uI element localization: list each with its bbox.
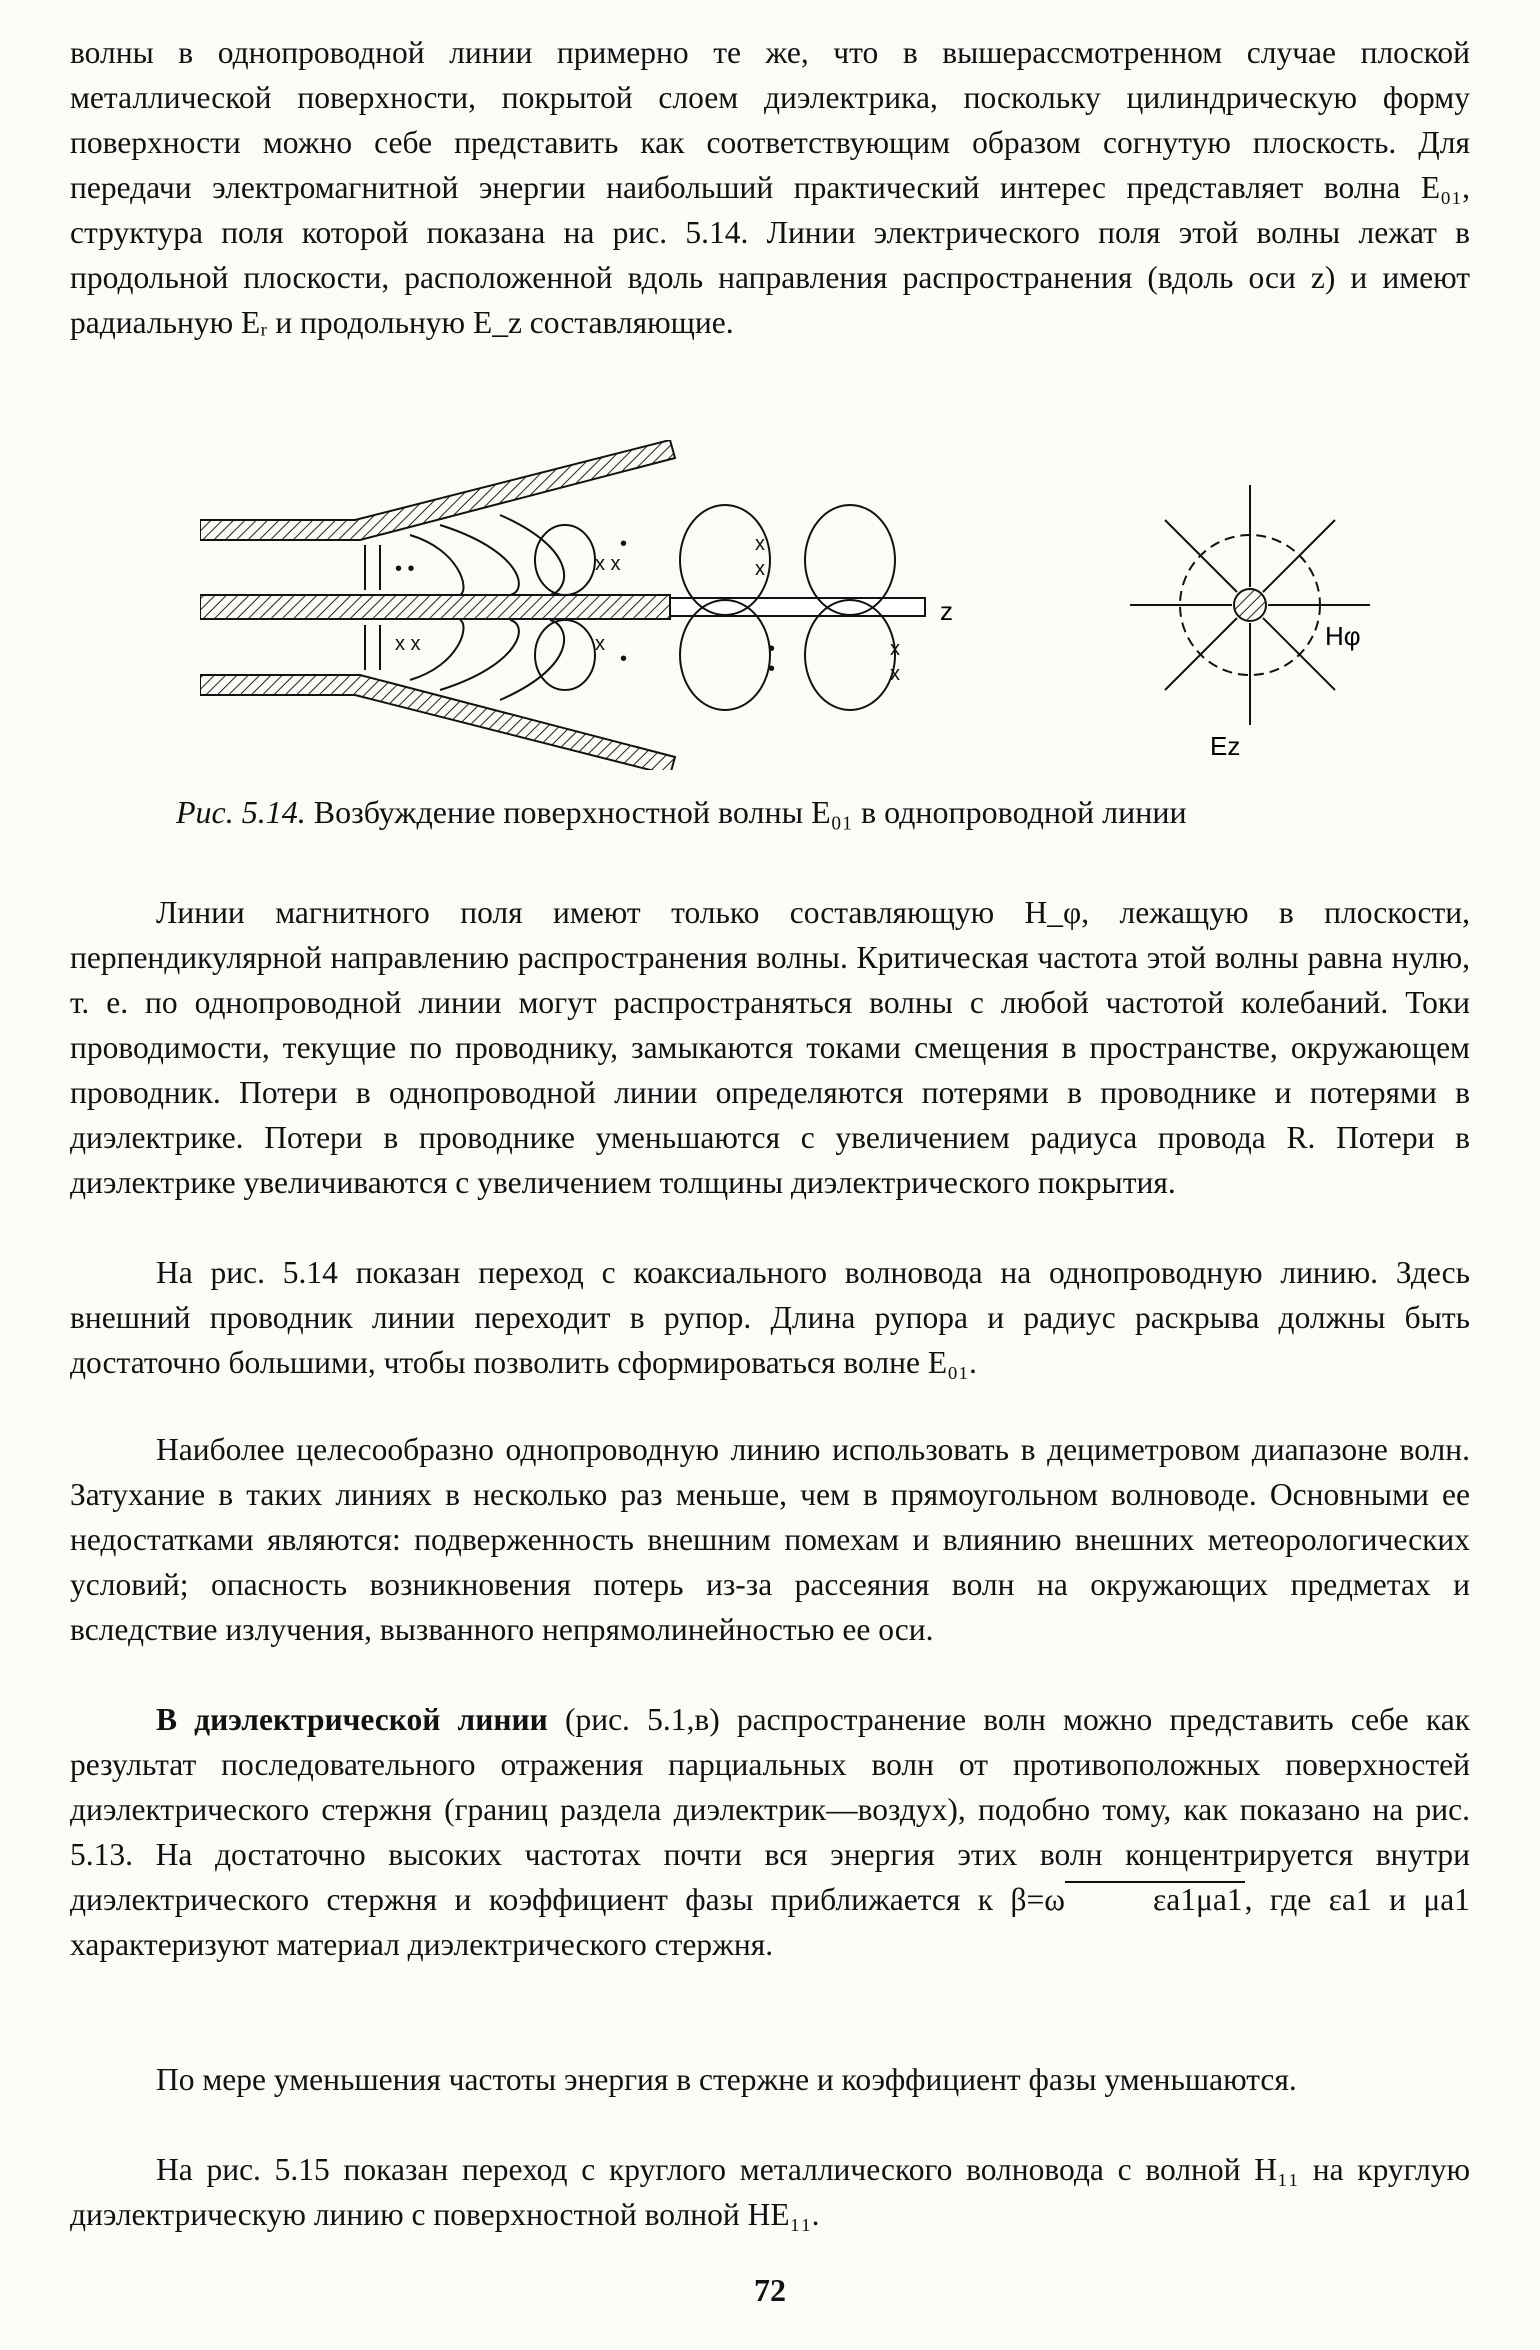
svg-text:•: •: [620, 533, 628, 555]
svg-text:x: x: [890, 663, 900, 685]
figure-5-14: [200, 440, 1500, 770]
h-phi-label: Hφ: [1325, 621, 1361, 651]
paragraph-5-text-b: , где εa1 и μa1 характеризуют материал диэлектрического стержня.: [70, 1882, 1470, 1962]
svg-text:•: •: [768, 658, 776, 680]
svg-text:x: x: [890, 638, 900, 660]
dielectric-line-term: В диэлектрической линии: [156, 1702, 548, 1737]
coax-horn-transition-diagram: [200, 440, 1500, 770]
axis-label: z: [940, 596, 953, 626]
caption-text: Возбуждение поверхностной волны E₀₁ в однопроводной линии: [313, 794, 1187, 830]
svg-text:x: x: [755, 533, 765, 555]
paragraph-5-text-a: (рис. 5.1,в) распространение волн можно представить себе как результат последовательного отражения парциальных волн от противоположных поверхностей диэлектрического стержня (границ раздела диэлектрик—воздух), подобно тому, как показано на рис. 5.13. На достаточно высоких частотах почти вся энергия этих волн концентрируется внутри диэлектрического стержня и коэффициент фазы приближается к β=ω: [70, 1702, 1470, 1917]
caption-number: Рис. 5.14.: [176, 794, 306, 830]
ez-label: Ez: [1210, 731, 1241, 761]
svg-text:x x: x x: [595, 553, 621, 575]
svg-text:• •: • •: [395, 558, 415, 580]
svg-text:x: x: [595, 633, 605, 655]
svg-text:x: x: [755, 558, 765, 580]
single-wire-line: [670, 598, 925, 616]
paragraph-1: волны в однопроводной линии примерно те же, что в вышерассмотренном случае плоской металлической поверхности, покрытой слоем диэлектрика, поскольку цилиндрическую форму поверхности можно себе представить как соответствующим образом согнутую плоскость. Для передачи электромагнитной энергии наибольший практический интерес представляет волна E₀₁, структура поля которой показана на рис. 5.14. Линии электрического поля этой волны лежат в продольной плоскости, расположенной вдоль направления распространения (вдоль оси z) и имеют радиальную Eᵣ и продольную E_z составляющие.: [70, 35, 1470, 340]
paragraph-3: На рис. 5.14 показан переход с коаксиального волновода на однопроводную линию. Здесь внешний проводник линии переходит в рупор. Длина рупора и радиус раскрыва должны быть достаточно большими, чтобы позволить сформироваться волне E₀₁.: [70, 1255, 1470, 1380]
outer-conductor-top: [200, 440, 675, 540]
svg-text:x x: x x: [395, 633, 421, 655]
cross-section-view: [1130, 485, 1370, 761]
paragraph-7: На рис. 5.15 показан переход с круглого металлического волновода с волной H₁₁ на круглую диэлектрическую линию с поверхностной волной HE₁₁.: [70, 2152, 1470, 2232]
page-number: 72: [754, 2272, 786, 2308]
svg-text:•: •: [620, 648, 628, 670]
sqrt-expression: εa1μa1: [1065, 1881, 1245, 1917]
paragraph-5: [70, 1697, 1470, 1967]
figure-caption: [176, 790, 1187, 834]
outer-conductor-bottom: [200, 675, 675, 770]
paragraph-6: По мере уменьшения частоты энергия в стержне и коэффициент фазы уменьшаются.: [156, 2062, 1297, 2097]
svg-text:•: •: [768, 638, 776, 660]
inner-conductor: [200, 595, 670, 619]
paragraph-2: Линии магнитного поля имеют только составляющую H_φ, лежащую в плоскости, перпендикулярной направлению распространения волны. Критическая частота этой волны равна нулю, т. е. по однопроводной линии могут распространяться волны с любой частотой колебаний. Токи проводимости, текущие по проводнику, замыкаются токами смещения в пространстве, окружающем проводник. Потери в однопроводной линии определяются потерями в проводнике и потерями в диэлектрике. Потери в проводнике уменьшаются с увеличением радиуса провода R. Потери в диэлектрике увеличиваются с увеличением толщины диэлектрического покрытия.: [70, 895, 1470, 1200]
paragraph-4: Наиболее целесообразно однопроводную линию использовать в дециметровом диапазоне волн. Затухание в таких линиях в несколько раз меньше, чем в прямоугольном волноводе. Основными ее недостатками являются: подверженность внешним помехам и влиянию внешних метеорологических условий; опасность возникновения потерь из-за рассеяния волн на окружающих предметах и вследствие излучения, вызванного непрямолинейностью ее оси.: [70, 1432, 1470, 1647]
